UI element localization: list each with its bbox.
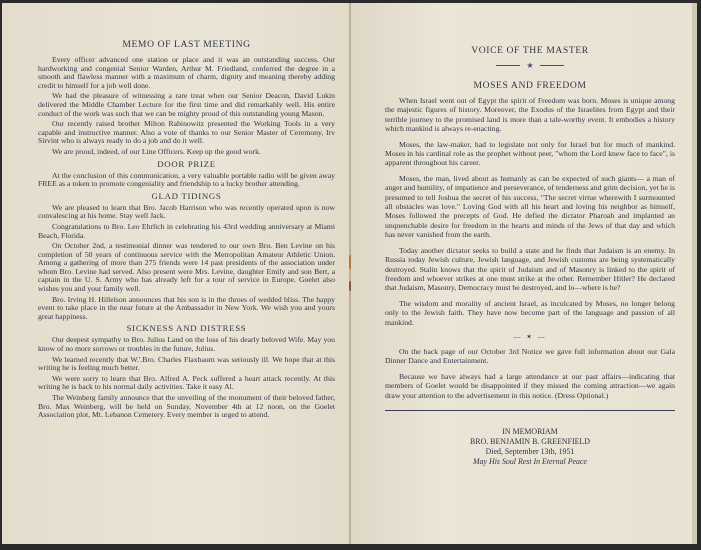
memoriam-block: [385, 427, 675, 467]
glad-paragraph: We are pleased to learn that Bro. Jacob Harrison who was recently operated upon is now convalescing at his home. Stay well Jack.: [38, 202, 335, 221]
memoriam-died: Died, September 13th, 1951: [485, 446, 575, 456]
article-paragraph: Moses, the man, lived about as humanly as can be expected of such giants— a man of anger and humility, of impatience and perseverance, of tenderness and grim decision, yet he is presumed to tell Joshua the secret of his success, "The secret virtue wherewith I surmounted all obstacles was love." Loving God with all his heart and loving his neighbor as himself, Moses followed the precepts of God. He defied the dictator Pharoah and implanted an unquenchable desire for freedom in the hearts and minds of the Jews of that day and which has never vanished from the earth.: [385, 173, 675, 240]
star-ornament: [385, 61, 675, 70]
left-page: [2, 3, 349, 544]
star-icon: ★: [526, 61, 534, 70]
door-prize-paragraph: At the conclusion of this communication, a very valuable portable radio will be given away FREE as a token to promote congeniality and friendship to a lucky brother attending.: [38, 170, 335, 189]
door-prize-title: DOOR PRIZE: [157, 158, 216, 169]
notice-paragraph: Because we have always had a large attendance at our past affairs—indicating that members of Goelet would be disappointed if they missed the coming attraction—we again draw your attention to the advertisement in this notice. (Dress Optional.): [385, 371, 675, 400]
right-page: [351, 3, 697, 544]
article-paragraph: The wisdom and morality of ancient Israel, as inculcated by Moses, no longer belong only to the Jewish faith. They have now become part of the language and passion of all mankind.: [385, 298, 675, 327]
article-paragraph: Today another dictator seeks to build a state and he finds that Judaism is an enemy. In Russia today Jewish culture, Jewish language, and Jewish customs are being systematically destroyed. Stalin knows that the spirit of Judaism and of Masonry is linked to the spirit of freedom and whoever strikes at one must strike at the other. Remember Hitler? He declared that Judaism, Masonry, Democracy must be destroyed, and lo—where is he?: [385, 245, 675, 293]
sickness-paragraph: Our deepest sympathy to Bro. Julius Land on the loss of his dearly beloved Wife. May you know of no more sorrows or troubles in the future, Julius.: [38, 335, 335, 354]
article-paragraph: When Israel went out of Egypt the spirit of Freedom was born. Moses is unique among the majestic figures of history. Moreover, the Exodus of the Israelites from Egypt and their terrible journey to the promised land is more than a tale-worthy event. It embodies a history which mankind is always re-enacting.: [385, 96, 675, 134]
sickness-title: SICKNESS AND DISTRESS: [126, 323, 247, 334]
memo-paragraph: Every officer advanced one station or place and it was an outstanding success. Our hardworking and congenial Senior Warden, Arthur M. Friedland, conferred the degree in a smooth and flawless manner with a maximum of charm, dignity and meaning thereby adding credit to himself for a job well done.: [38, 55, 335, 90]
memo-title: MEMO OF LAST MEETING: [122, 39, 251, 50]
star-divider-icon: — ✶ —: [513, 332, 547, 341]
glad-paragraph: On October 2nd, a testimonial dinner was tendered to our own Bro. Ben Levine on his completion of 50 years of continuous service with the Metropolitan Amateur Athletic Union. Among a gathering of more than 275 friends were 14 past presidents of the association under whom Bro. Levine had served. Also present were Mrs. Levine, daughter Emily and son Bert, a captain in the U. S. Army who has already left for a tour of service in Europe. Goelet also wishes you and your family well.: [38, 241, 335, 294]
voice-title: VOICE OF THE MASTER: [471, 45, 589, 56]
memo-paragraph: We are proud, indeed, of our Line Officers. Keep up the good work.: [52, 146, 261, 156]
divider-rule: [385, 410, 675, 411]
memo-paragraph: Our recently raised brother Milton Rabinowitz presented the Working Tools in a very capable and instructive manner. Also a vote of thanks to our Senior Master of Ceremony, Irv Sirvint who is always ready to do a job and do it well.: [38, 119, 335, 146]
glad-paragraph: Bro. Irving H. Hillelson announces that his son is in the throes of wedded bliss. The happy event to take place in the near future at the Ambassador in New York. We wish you and yours great happiness.: [38, 294, 335, 321]
sickness-paragraph: We were sorry to learn that Bro. Alfred A. Peck suffered a heart attack recently. At this writing he is back to his normal daily activities. Take it easy Al.: [38, 373, 335, 392]
glad-paragraph: Congratulations to Bro. Leo Ehrlich in celebrating his 43rd wedding anniversary at Miami Beach, Florida.: [38, 221, 335, 240]
memo-paragraph: We had the pleasure of witnessing a rare treat when our Senior Deacon, David Lukin delivered the Middle Chamber Lecture for the first time and did remarkably well. His entire conduct of the work was such that we can be mighty proud of this outstanding young Mason.: [38, 91, 335, 118]
notice-paragraph: On the back page of our October 3rd Notice we gave full information about our Gala Dinner Dance and Entertainment.: [385, 346, 675, 366]
moses-subtitle: MOSES AND FREEDOM: [473, 80, 587, 91]
article-paragraph: Moses, the law-maker, had to legislate not only for Israel but for much of mankind. Moses in his cardinal role as the prophet without peer, "whom the Lord knew face to face", is apparent throughout his career.: [385, 139, 675, 168]
sickness-paragraph: The Weinberg family announce that the unveiling of the monument of their beloved father, Bro. Max Weinberg, will be held on Sunday, November 4th at 12 noon, on the Goelet Association plot, Mt. Lebanon Cemetery. Every member is urged to attend.: [38, 393, 335, 420]
sickness-paragraph: We learned recently that W.'.Bro. Charles Flaxbaum was seriously ill. We hope that at this writing he is feeling much better.: [38, 354, 335, 373]
memoriam-name: BRO. BENJAMIN B. GREENFIELD: [470, 436, 590, 446]
page-edge: [692, 3, 697, 544]
memoriam-title: IN MEMORIAM: [502, 426, 558, 436]
glad-tidings-title: GLAD TIDINGS: [151, 190, 222, 201]
memoriam-prayer: May His Soul Rest In Eternal Peace: [473, 456, 587, 466]
